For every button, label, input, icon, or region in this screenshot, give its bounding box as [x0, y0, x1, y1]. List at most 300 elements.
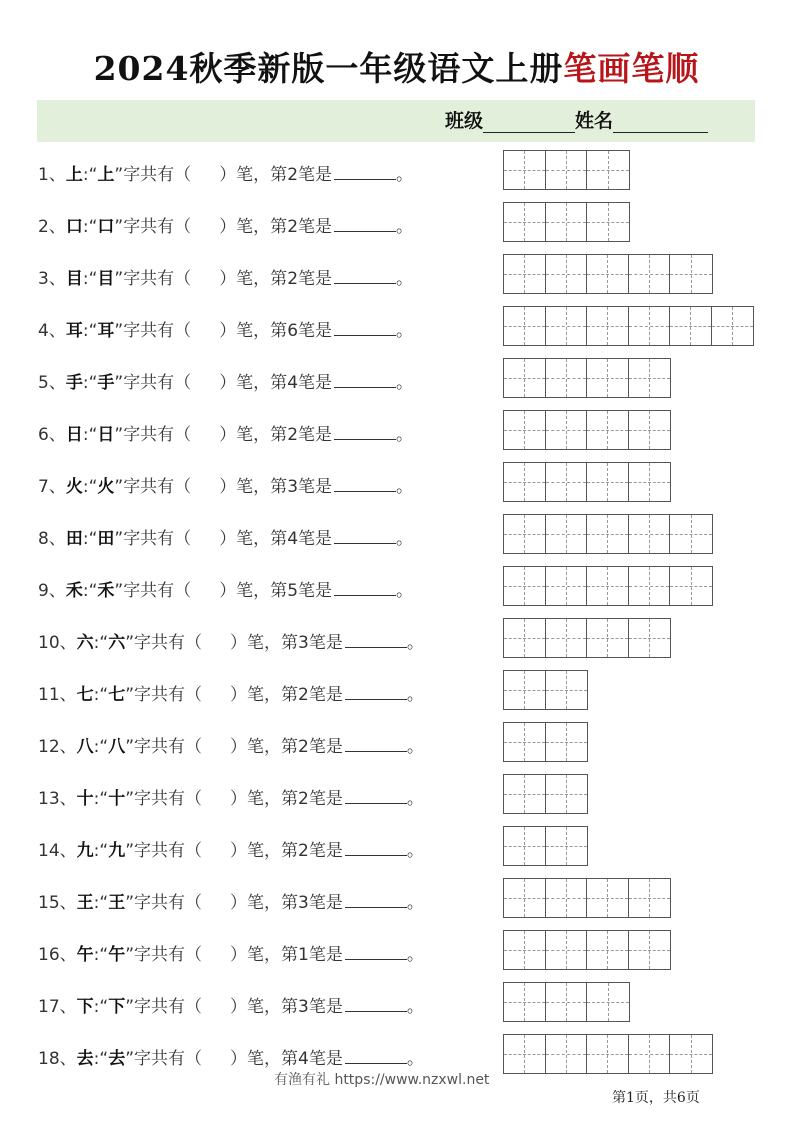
question-text [38, 212, 413, 237]
count-close: ）笔，第 [219, 321, 288, 341]
count-text: 字共有（ [123, 373, 192, 393]
separator: 、 [59, 997, 77, 1017]
open-quote: “ [99, 893, 109, 913]
period: 。 [396, 269, 414, 289]
count-close: ）笔，第 [219, 477, 288, 497]
count-text: 字共有（ [134, 893, 202, 913]
close-quote: ” [125, 737, 134, 757]
stroke-answer-blank[interactable] [345, 631, 407, 648]
question-text [38, 940, 424, 965]
writing-cell[interactable] [629, 931, 671, 969]
writing-cell[interactable] [504, 827, 546, 865]
separator: 、 [59, 737, 77, 757]
name-input-line[interactable] [613, 110, 708, 133]
count-close: ）笔，第 [230, 1049, 298, 1069]
question-number: 7 [38, 477, 49, 497]
quoted-char: 耳 [97, 321, 115, 341]
writing-cell[interactable] [587, 983, 629, 1021]
target-char: 禾 [65, 581, 83, 601]
stroke-suffix: 笔是 [298, 581, 333, 601]
writing-cell[interactable] [587, 1035, 629, 1073]
stroke-number: 2 [287, 425, 299, 445]
stroke-suffix: 笔是 [308, 737, 343, 757]
writing-cell[interactable] [504, 671, 546, 709]
colon: : [82, 321, 89, 341]
separator: 、 [48, 321, 66, 341]
open-quote: “ [88, 321, 98, 341]
question-number: 6 [38, 425, 49, 445]
count-close: ）笔，第 [219, 269, 288, 289]
stroke-answer-blank[interactable] [334, 371, 396, 388]
count-text: 字共有（ [123, 269, 192, 289]
colon: : [82, 373, 89, 393]
writing-cell[interactable] [670, 567, 712, 605]
writing-cell[interactable] [587, 567, 629, 605]
count-close: ）笔，第 [230, 685, 298, 705]
question-number: 12 [38, 737, 60, 757]
writing-cell[interactable] [546, 827, 588, 865]
question-number: 2 [38, 217, 49, 237]
writing-cell[interactable] [504, 723, 546, 761]
period: 。 [396, 165, 414, 185]
quoted-char: 下 [108, 997, 126, 1017]
stroke-answer-blank[interactable] [334, 579, 396, 596]
tianzige-grid [503, 566, 713, 606]
tianzige-grid [503, 358, 671, 398]
stroke-number: 4 [287, 373, 299, 393]
writing-cell[interactable] [587, 931, 629, 969]
question-number: 5 [38, 373, 49, 393]
tianzige-grid [503, 514, 713, 554]
writing-cell[interactable] [546, 515, 588, 553]
question-row [0, 670, 793, 712]
question-row [0, 306, 793, 348]
open-quote: “ [99, 685, 109, 705]
name-label: 姓名 [575, 110, 614, 132]
tianzige-grid [503, 930, 671, 970]
quoted-char: 上 [97, 165, 115, 185]
question-number: 9 [38, 581, 49, 601]
writing-cell[interactable] [546, 359, 588, 397]
colon: : [82, 477, 89, 497]
quoted-char: 禾 [97, 581, 115, 601]
stroke-number: 2 [287, 165, 299, 185]
writing-cell[interactable] [504, 775, 546, 813]
target-char: 十 [76, 789, 94, 809]
writing-cell[interactable] [546, 151, 588, 189]
separator: 、 [48, 425, 66, 445]
question-text [38, 1044, 424, 1069]
writing-cell[interactable] [587, 255, 629, 293]
tianzige-grid [503, 150, 630, 190]
writing-cell[interactable] [504, 1035, 546, 1073]
question-number: 18 [38, 1049, 60, 1069]
tianzige-grid [503, 306, 754, 346]
quoted-char: 十 [108, 789, 126, 809]
question-text [38, 368, 413, 393]
period: 。 [406, 685, 424, 705]
count-text: 字共有（ [123, 425, 192, 445]
question-number: 16 [38, 945, 60, 965]
quoted-char: 火 [97, 477, 115, 497]
tianzige-grid [503, 774, 588, 814]
question-row [0, 878, 793, 920]
close-quote: ” [125, 945, 134, 965]
question-text [38, 836, 424, 861]
stroke-suffix: 笔是 [298, 165, 333, 185]
stroke-suffix: 笔是 [308, 997, 343, 1017]
stroke-suffix: 笔是 [298, 529, 333, 549]
close-quote: ” [114, 477, 124, 497]
period: 。 [406, 997, 424, 1017]
stroke-number: 2 [298, 789, 309, 809]
period: 。 [406, 841, 424, 861]
stroke-suffix: 笔是 [298, 217, 333, 237]
count-text: 字共有（ [123, 529, 192, 549]
stroke-answer-blank[interactable] [345, 787, 407, 804]
target-char: 口 [65, 217, 83, 237]
open-quote: “ [88, 581, 98, 601]
title-main: 2024秋季新版一年级语文上册 [93, 49, 564, 88]
question-number: 10 [38, 633, 60, 653]
close-quote: ” [114, 425, 124, 445]
stroke-number: 2 [298, 737, 309, 757]
writing-cell[interactable] [546, 255, 588, 293]
writing-cell[interactable] [587, 203, 629, 241]
open-quote: “ [88, 217, 98, 237]
colon: : [93, 945, 100, 965]
close-quote: ” [114, 217, 124, 237]
quoted-char: 王 [108, 893, 126, 913]
writing-cell[interactable] [546, 307, 588, 345]
count-text: 字共有（ [123, 477, 192, 497]
writing-cell[interactable] [629, 359, 671, 397]
question-row [0, 358, 793, 400]
separator: 、 [48, 373, 66, 393]
open-quote: “ [88, 373, 98, 393]
separator: 、 [48, 217, 66, 237]
count-close: ）笔，第 [230, 789, 298, 809]
separator: 、 [59, 1049, 77, 1069]
stroke-suffix: 笔是 [298, 373, 333, 393]
target-char: 火 [65, 477, 83, 497]
count-text: 字共有（ [123, 165, 192, 185]
question-row [0, 410, 793, 452]
question-text [38, 524, 413, 549]
writing-cell[interactable] [504, 879, 546, 917]
question-row [0, 202, 793, 244]
stroke-number: 5 [287, 581, 299, 601]
colon: : [82, 269, 89, 289]
question-number: 15 [38, 893, 60, 913]
stroke-number: 3 [298, 997, 309, 1017]
stroke-answer-blank[interactable] [334, 163, 396, 180]
open-quote: “ [99, 841, 109, 861]
count-text: 字共有（ [134, 1049, 202, 1069]
target-char: 耳 [65, 321, 83, 341]
stroke-suffix: 笔是 [298, 269, 333, 289]
stroke-number: 4 [287, 529, 299, 549]
stroke-number: 3 [287, 477, 299, 497]
writing-cell[interactable] [629, 411, 671, 449]
colon: : [93, 893, 100, 913]
question-row [0, 618, 793, 660]
count-text: 字共有（ [134, 945, 202, 965]
page-title [0, 44, 793, 94]
question-number: 8 [38, 529, 49, 549]
tianzige-grid [503, 410, 671, 450]
question-number: 11 [38, 685, 60, 705]
separator: 、 [59, 633, 77, 653]
writing-cell[interactable] [546, 619, 588, 657]
stroke-suffix: 笔是 [308, 945, 343, 965]
stroke-answer-blank[interactable] [334, 475, 396, 492]
stroke-suffix: 笔是 [298, 477, 333, 497]
count-close: ）笔，第 [230, 841, 298, 861]
close-quote: ” [125, 633, 134, 653]
open-quote: “ [88, 529, 98, 549]
quoted-char: 目 [97, 269, 115, 289]
close-quote: ” [114, 373, 124, 393]
stroke-number: 2 [298, 685, 309, 705]
quoted-char: 八 [108, 737, 126, 757]
stroke-number: 2 [287, 269, 299, 289]
question-number: 1 [38, 165, 49, 185]
question-row [0, 982, 793, 1024]
question-text [38, 576, 413, 601]
question-number: 4 [38, 321, 49, 341]
stroke-answer-blank[interactable] [334, 319, 396, 336]
writing-cell[interactable] [587, 515, 629, 553]
period: 。 [406, 633, 424, 653]
student-info-band [37, 100, 755, 142]
quoted-char: 九 [108, 841, 126, 861]
count-close: ）笔，第 [219, 425, 288, 445]
stroke-answer-blank[interactable] [345, 943, 407, 960]
stroke-answer-blank[interactable] [334, 423, 396, 440]
period: 。 [406, 893, 424, 913]
tianzige-grid [503, 618, 671, 658]
count-close: ）笔，第 [230, 893, 298, 913]
question-row [0, 774, 793, 816]
close-quote: ” [114, 269, 124, 289]
question-text [38, 784, 424, 809]
writing-cell[interactable] [587, 411, 629, 449]
class-label: 班级 [445, 110, 484, 132]
watermark: 有渔有礼 https://www.nzxwl.net [274, 1072, 490, 1088]
period: 。 [396, 321, 414, 341]
writing-cell[interactable] [670, 515, 712, 553]
count-close: ）笔，第 [219, 165, 288, 185]
writing-cell[interactable] [629, 307, 671, 345]
stroke-number: 2 [287, 217, 299, 237]
writing-cell[interactable] [504, 307, 546, 345]
target-char: 七 [76, 685, 94, 705]
target-char: 八 [76, 737, 94, 757]
class-input-line[interactable] [483, 110, 575, 133]
writing-cell[interactable] [546, 463, 588, 501]
writing-cell[interactable] [629, 619, 671, 657]
stroke-number: 3 [298, 633, 309, 653]
title-accent: 笔画笔顺 [563, 49, 700, 88]
writing-cell[interactable] [504, 463, 546, 501]
writing-cell[interactable] [546, 983, 588, 1021]
writing-cell[interactable] [587, 879, 629, 917]
stroke-number: 4 [298, 1049, 309, 1069]
stroke-suffix: 笔是 [308, 789, 343, 809]
writing-cell[interactable] [546, 775, 588, 813]
writing-cell[interactable] [629, 567, 671, 605]
count-text: 字共有（ [134, 737, 202, 757]
writing-cell[interactable] [629, 463, 671, 501]
writing-cell[interactable] [504, 515, 546, 553]
close-quote: ” [114, 165, 124, 185]
stroke-answer-blank[interactable] [345, 891, 407, 908]
stroke-number: 3 [298, 893, 309, 913]
writing-cell[interactable] [629, 1035, 671, 1073]
stroke-number: 6 [287, 321, 299, 341]
writing-cell[interactable] [587, 463, 629, 501]
tianzige-grid [503, 878, 671, 918]
colon: : [82, 425, 89, 445]
quoted-char: 午 [108, 945, 126, 965]
tianzige-grid [503, 202, 630, 242]
tianzige-grid [503, 462, 671, 502]
writing-cell[interactable] [629, 255, 671, 293]
stroke-answer-blank[interactable] [345, 839, 407, 856]
quoted-char: 去 [108, 1049, 126, 1069]
quoted-char: 七 [108, 685, 126, 705]
colon: : [93, 841, 100, 861]
separator: 、 [59, 789, 77, 809]
count-close: ）笔，第 [219, 581, 288, 601]
stroke-suffix: 笔是 [308, 893, 343, 913]
period: 。 [406, 737, 424, 757]
separator: 、 [48, 529, 66, 549]
writing-cell[interactable] [504, 255, 546, 293]
writing-cell[interactable] [504, 567, 546, 605]
writing-cell[interactable] [504, 619, 546, 657]
question-row [0, 566, 793, 608]
stroke-answer-blank[interactable] [334, 215, 396, 232]
writing-cell[interactable] [629, 515, 671, 553]
close-quote: ” [125, 789, 134, 809]
question-text [38, 316, 413, 341]
writing-cell[interactable] [546, 411, 588, 449]
stroke-number: 1 [298, 945, 309, 965]
target-char: 王 [76, 893, 94, 913]
writing-cell[interactable] [504, 203, 546, 241]
question-text [38, 264, 413, 289]
writing-cell[interactable] [629, 879, 671, 917]
close-quote: ” [125, 685, 134, 705]
writing-cell[interactable] [587, 151, 629, 189]
separator: 、 [48, 165, 66, 185]
colon: : [82, 529, 89, 549]
writing-cell[interactable] [546, 723, 588, 761]
open-quote: “ [99, 1049, 109, 1069]
writing-cell[interactable] [546, 567, 588, 605]
writing-cell[interactable] [504, 931, 546, 969]
question-row [0, 826, 793, 868]
close-quote: ” [125, 893, 134, 913]
tianzige-grid [503, 722, 588, 762]
quoted-char: 日 [97, 425, 115, 445]
separator: 、 [59, 893, 77, 913]
stroke-answer-blank[interactable] [345, 995, 407, 1012]
stroke-suffix: 笔是 [308, 1049, 343, 1069]
writing-cell[interactable] [546, 931, 588, 969]
quoted-char: 手 [97, 373, 115, 393]
stroke-answer-blank[interactable] [345, 683, 407, 700]
count-close: ）笔，第 [230, 633, 298, 653]
target-char: 手 [65, 373, 83, 393]
colon: : [93, 633, 100, 653]
separator: 、 [48, 477, 66, 497]
writing-cell[interactable] [546, 671, 588, 709]
question-row [0, 254, 793, 296]
writing-cell[interactable] [587, 619, 629, 657]
question-row [0, 514, 793, 556]
writing-cell[interactable] [712, 307, 754, 345]
open-quote: “ [99, 789, 109, 809]
colon: : [93, 789, 100, 809]
target-char: 田 [65, 529, 83, 549]
stroke-answer-blank[interactable] [334, 527, 396, 544]
stroke-answer-blank[interactable] [345, 1047, 407, 1064]
count-text: 字共有（ [134, 789, 202, 809]
quoted-char: 田 [97, 529, 115, 549]
writing-cell[interactable] [670, 255, 712, 293]
writing-cell[interactable] [670, 307, 712, 345]
target-char: 午 [76, 945, 94, 965]
colon: : [82, 217, 89, 237]
writing-cell[interactable] [546, 203, 588, 241]
writing-cell[interactable] [587, 307, 629, 345]
period: 。 [396, 373, 414, 393]
question-number: 13 [38, 789, 60, 809]
writing-cell[interactable] [504, 411, 546, 449]
stroke-answer-blank[interactable] [334, 267, 396, 284]
count-close: ）笔，第 [219, 217, 288, 237]
question-number: 14 [38, 841, 60, 861]
close-quote: ” [125, 997, 134, 1017]
stroke-suffix: 笔是 [298, 425, 333, 445]
question-number: 17 [38, 997, 60, 1017]
count-text: 字共有（ [123, 321, 192, 341]
writing-cell[interactable] [504, 359, 546, 397]
question-text [38, 472, 413, 497]
page-number: 第1页，共6页 [612, 1090, 700, 1106]
writing-cell[interactable] [504, 983, 546, 1021]
close-quote: ” [125, 1049, 134, 1069]
target-char: 六 [76, 633, 94, 653]
writing-cell[interactable] [587, 359, 629, 397]
tianzige-grid [503, 826, 588, 866]
period: 。 [396, 217, 414, 237]
writing-cell[interactable] [504, 151, 546, 189]
question-text [38, 680, 424, 705]
writing-cell[interactable] [670, 1035, 712, 1073]
target-char: 九 [76, 841, 94, 861]
separator: 、 [59, 841, 77, 861]
writing-cell[interactable] [546, 1035, 588, 1073]
tianzige-grid [503, 982, 630, 1022]
quoted-char: 口 [97, 217, 115, 237]
stroke-answer-blank[interactable] [345, 735, 407, 752]
writing-cell[interactable] [546, 879, 588, 917]
question-row [0, 462, 793, 504]
